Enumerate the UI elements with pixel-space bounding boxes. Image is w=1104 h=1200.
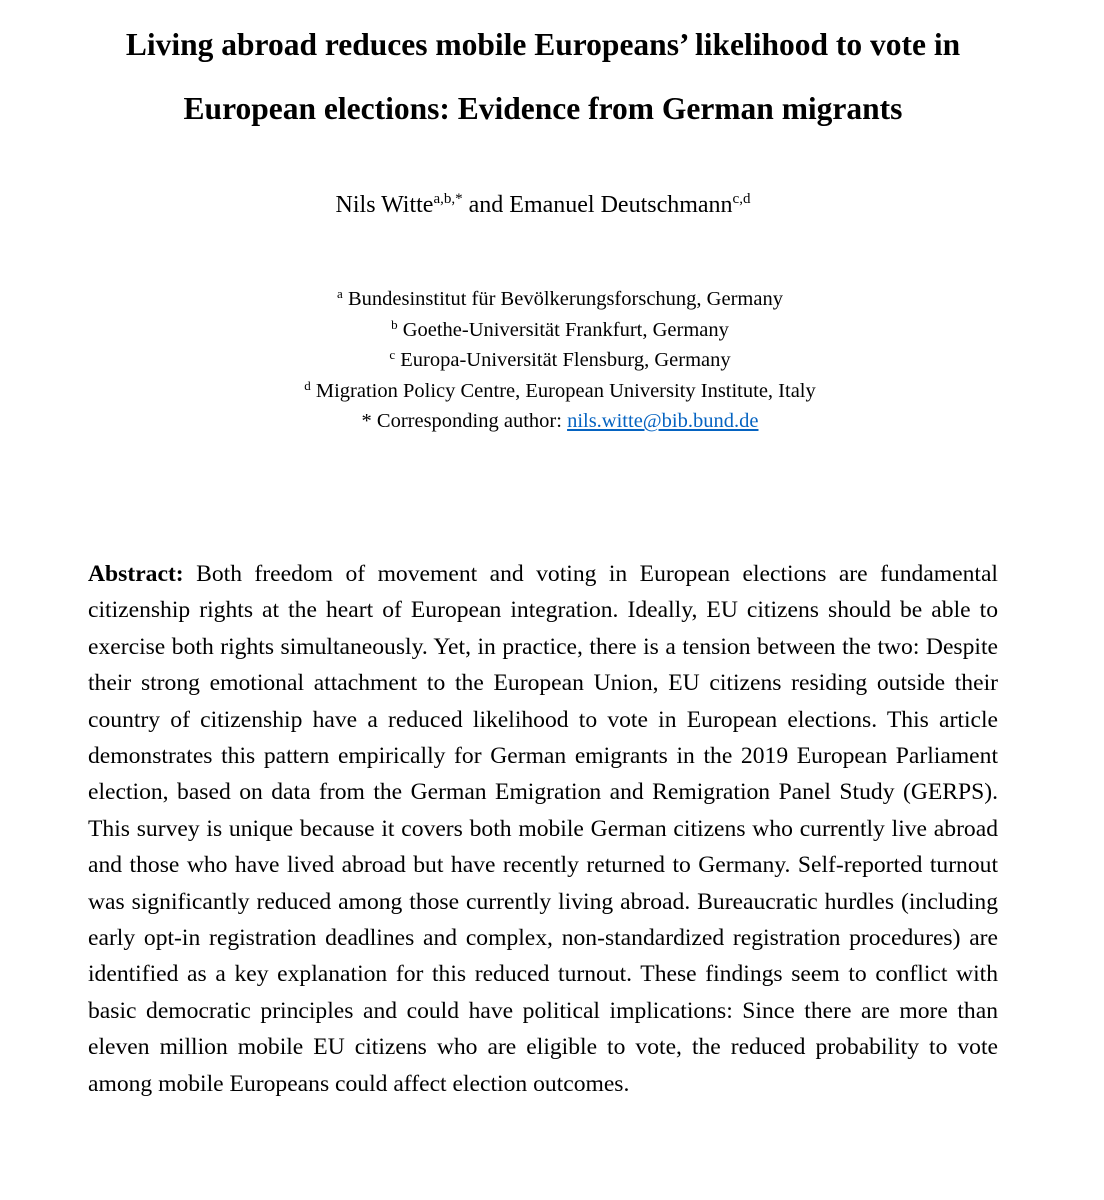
corresponding-author-line xyxy=(0,406,1104,437)
affiliation-d: $^d$ Migration Policy Centre, European University Institute, Italy xyxy=(304,377,816,402)
paper-title xyxy=(0,13,1086,141)
affiliation-a: $^a$ Bundesinstitut für Bevölkerungsforschung, Germany xyxy=(337,286,783,310)
author-2-name: Emanuel Deutschmann xyxy=(509,192,733,218)
title-line-2: European elections: Evidence from German migrants xyxy=(183,91,903,126)
author-1-affiliation-marks: a,b,* xyxy=(433,191,463,207)
corresponding-email-link[interactable]: nils.witte@bib.bund.de xyxy=(567,410,759,432)
author-list xyxy=(0,187,1086,223)
abstract-paragraph xyxy=(88,556,998,1102)
author-1-name: Nils Witte xyxy=(335,192,434,218)
corresponding-author-label: * Corresponding author: xyxy=(361,410,568,432)
abstract-label: Abstract: xyxy=(88,561,184,587)
author-connector: and xyxy=(462,192,510,218)
author-2-affiliation-marks: c,d xyxy=(732,191,751,207)
abstract-text: Both freedom of movement and voting in European elections are fundamental citizenship rights at the heart of European integration. Ideally, EU citizens should be able to exercise both rights simultaneously. Yet, in practice, there is a tension between the two: Despite their strong emotional attachment to the European Union, EU citizens residing outside their country of citizenship have a reduced likelihood to vote in European elections. This article demonstrates this pattern empirically for German emigrants in the 2019 European Parliament election, based on data from the German Emigration and Remigration Panel Study (GERPS). This survey is unique because it covers both mobile German citizens who currently live abroad and those who have lived abroad but have recently returned to Germany. Self-reported turnout was significantly reduced among those currently living abroad. Bureaucratic hurdles (including early opt-in registration deadlines and complex, non-standardized registration procedures) are identified as a key explanation for this reduced turnout. These findings seem to conflict with basic democratic principles and could have political implications: Since there are more than eleven million mobile EU citizens who are eligible to vote, the reduced probability to vote among mobile Europeans could affect election outcomes. xyxy=(88,561,998,1097)
affiliation-b: $^b$ Goethe-Universität Frankfurt, Germany xyxy=(391,316,729,341)
affiliation-list xyxy=(0,284,1104,437)
title-line-1: Living abroad reduces mobile Europeans’ likelihood to vote in xyxy=(125,27,961,62)
affiliation-c: $^c$ Europa-Universität Flensburg, Germany xyxy=(389,347,731,371)
corresponding-star: * xyxy=(455,191,463,207)
